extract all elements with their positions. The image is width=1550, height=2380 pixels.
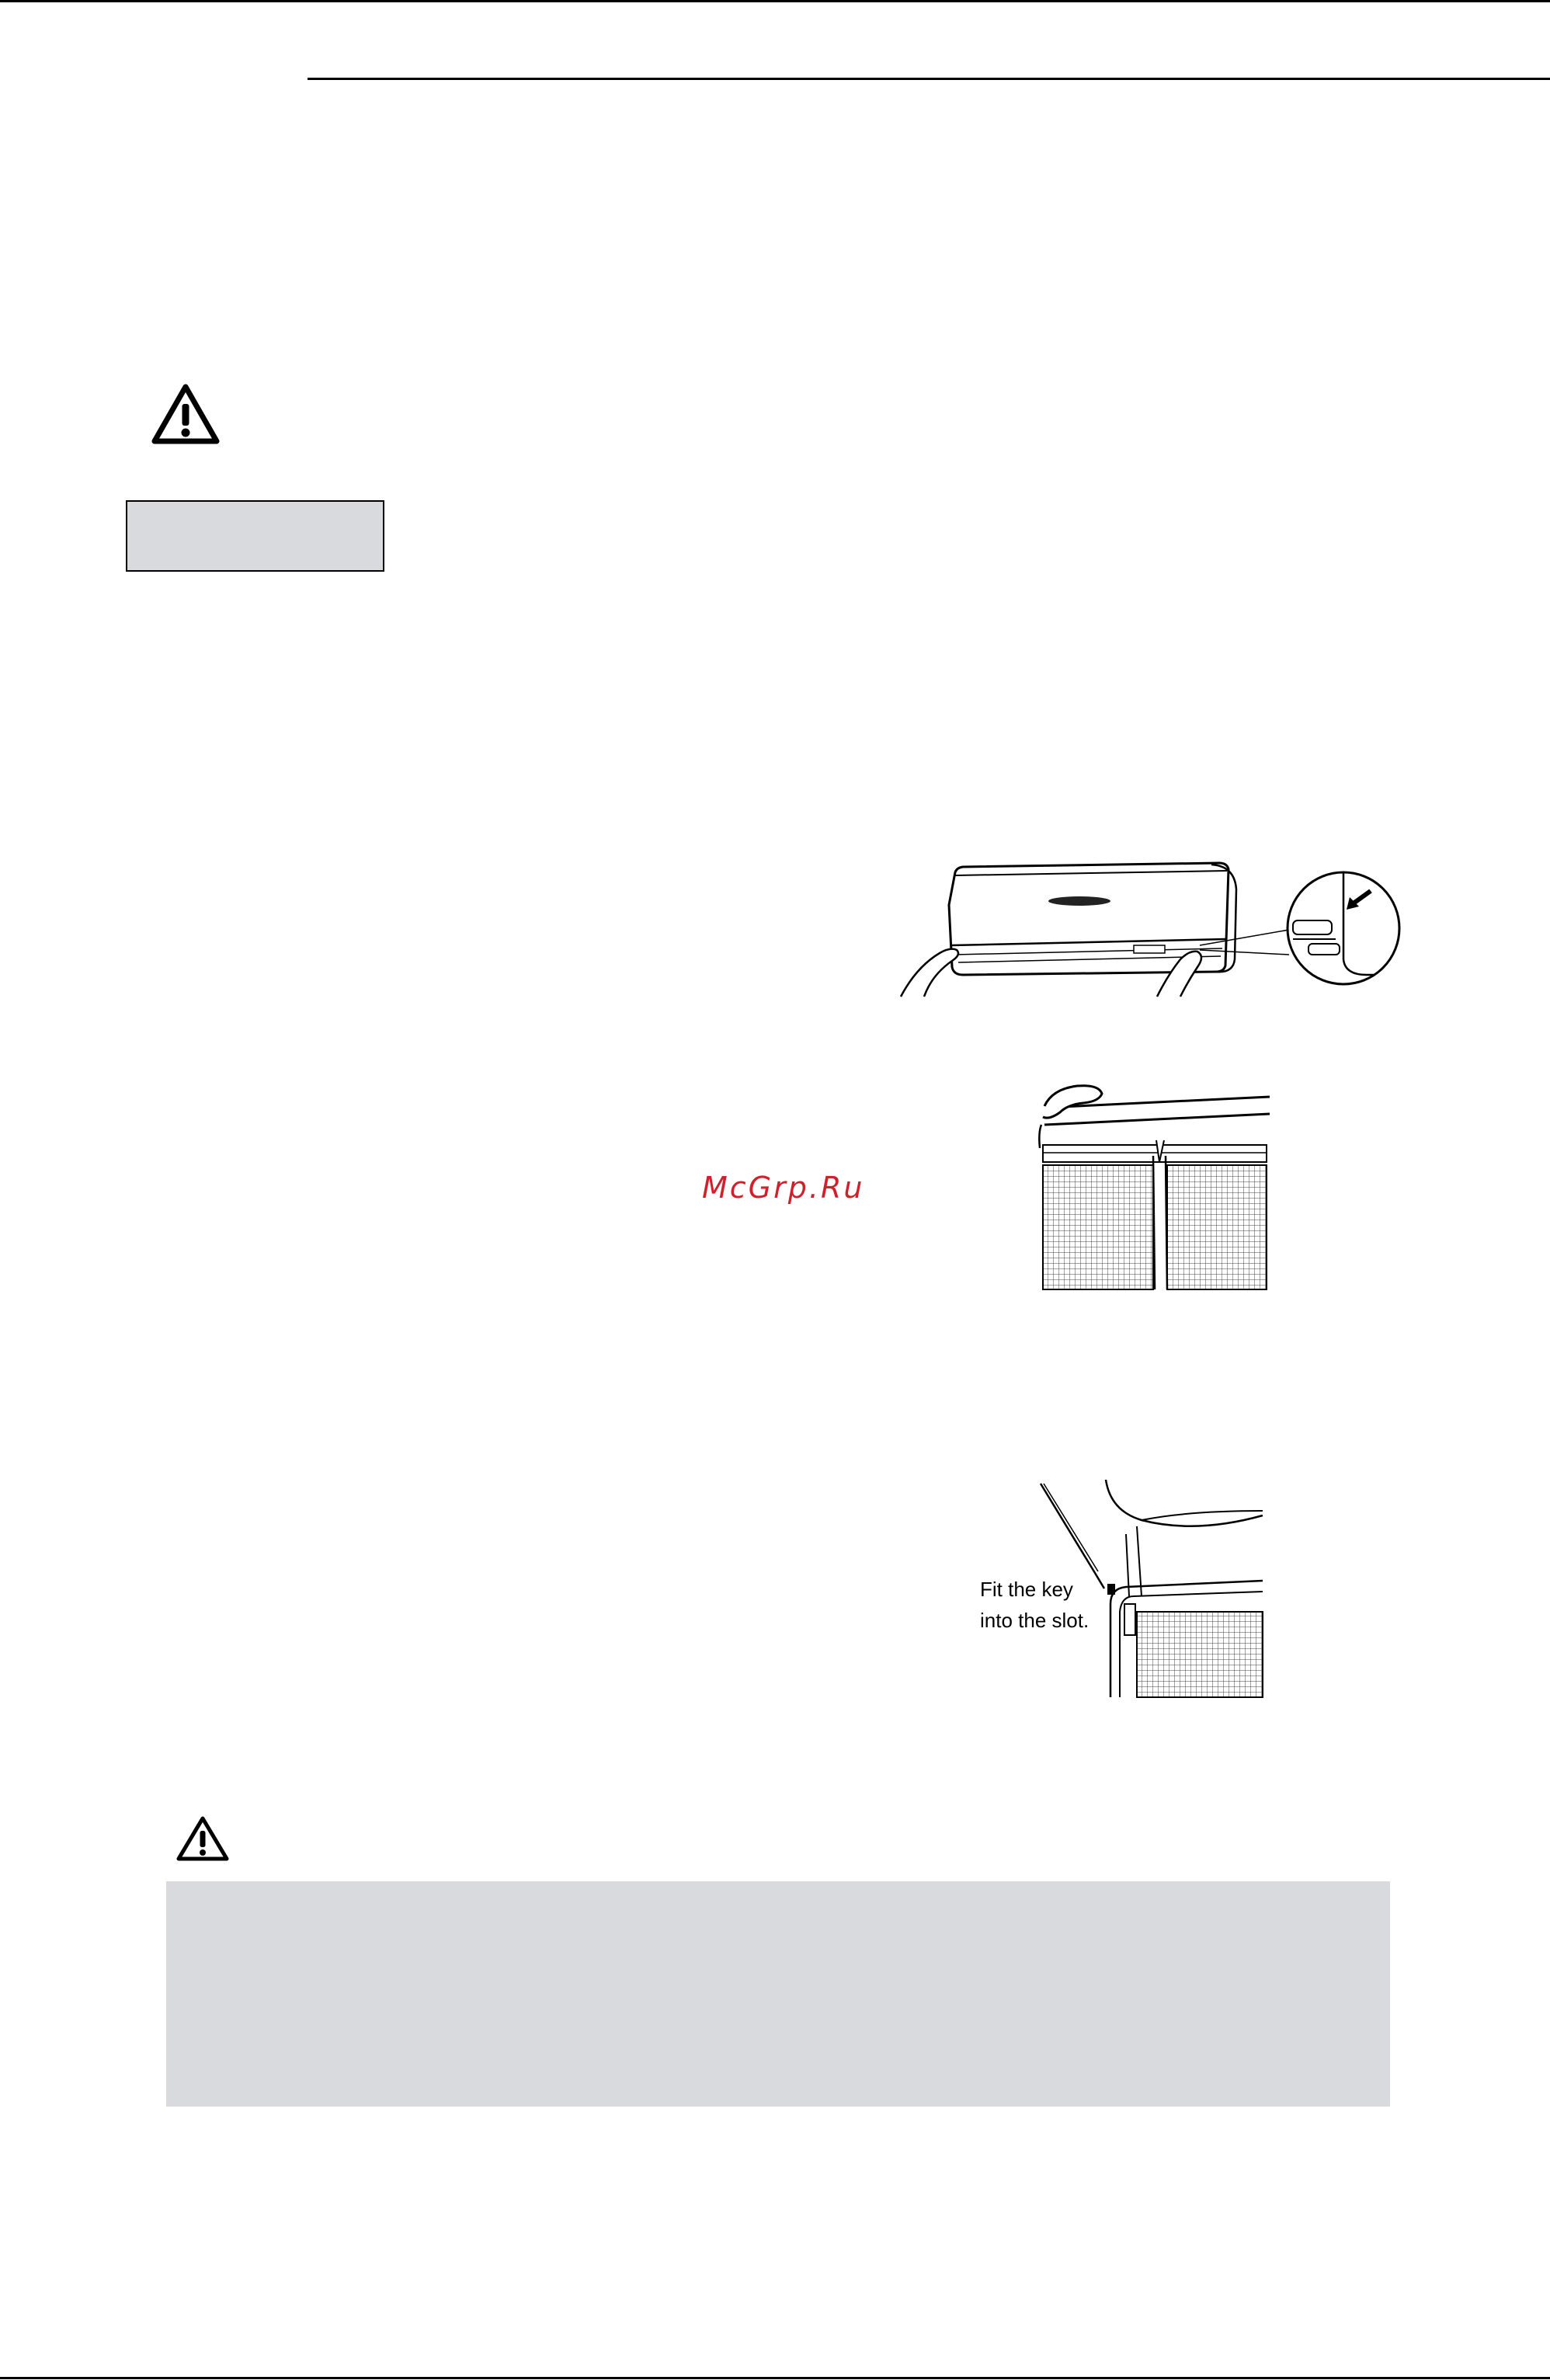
warning-triangle-icon [151, 382, 221, 446]
caution-note-box [166, 1881, 1390, 2107]
header-rule [308, 78, 1550, 80]
indoor-unit-open-panel-figure [901, 858, 1390, 998]
bottom-border-rule [0, 2377, 1550, 2379]
key-slot-caption: Fit the key into the slot. [980, 1578, 1090, 1632]
top-border-rule [0, 0, 1550, 2]
section-label-box [126, 500, 384, 572]
warning-triangle-icon [176, 1815, 230, 1863]
watermark-text: McGrp.Ru [702, 1171, 865, 1205]
filter-removal-figure [1037, 1078, 1270, 1292]
